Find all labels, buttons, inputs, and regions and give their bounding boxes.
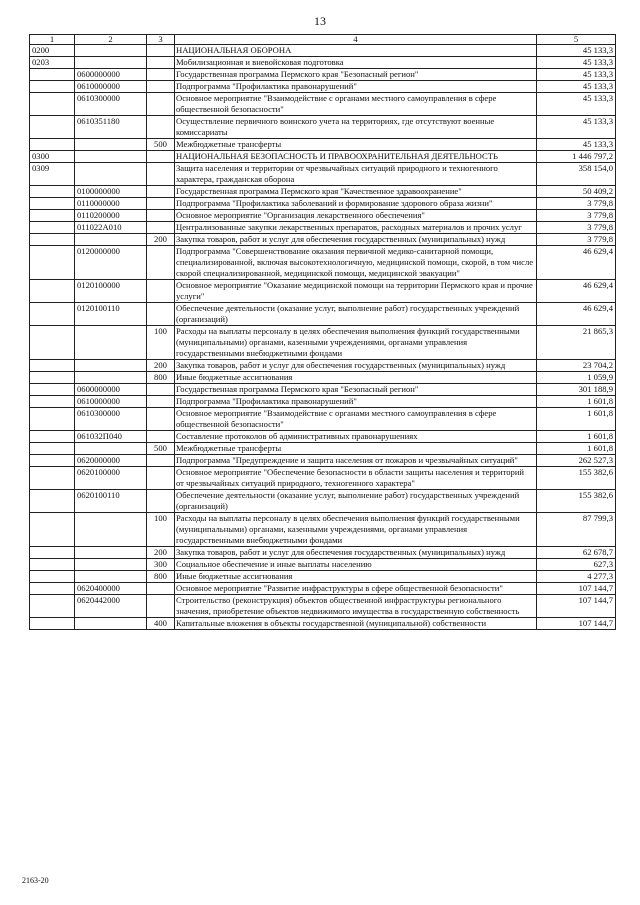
target-article-cell: [75, 45, 147, 57]
description-cell: Обеспечение деятельности (оказание услуг, выполнение работ) государственных учреждений (организаций): [175, 303, 537, 326]
table-row: [30, 186, 616, 198]
amount-cell: 45 133,3: [537, 45, 616, 57]
target-article-cell: 0600000000: [75, 384, 147, 396]
amount-cell: 45 133,3: [537, 139, 616, 151]
expense-type-cell: 300: [147, 559, 175, 571]
section-code-cell: [30, 455, 75, 467]
section-code-cell: [30, 490, 75, 513]
amount-cell: 107 144,7: [537, 618, 616, 630]
description-cell: Подпрограмма "Профилактика правонарушений": [175, 396, 537, 408]
section-code-cell: 0203: [30, 57, 75, 69]
section-code-cell: 0200: [30, 45, 75, 57]
table-row: [30, 198, 616, 210]
amount-cell: 1 601,8: [537, 396, 616, 408]
section-code-cell: 0300: [30, 151, 75, 163]
target-article-cell: 0610300000: [75, 93, 147, 116]
table-row: [30, 139, 616, 151]
target-article-cell: [75, 618, 147, 630]
section-code-cell: [30, 384, 75, 396]
table-row: [30, 45, 616, 57]
column-header: 1: [30, 35, 75, 45]
description-cell: Мобилизационная и вневойсковая подготовка: [175, 57, 537, 69]
expense-type-cell: [147, 280, 175, 303]
column-header: 5: [537, 35, 616, 45]
description-cell: Основное мероприятие "Организация лекарственного обеспечения": [175, 210, 537, 222]
description-cell: Социальное обеспечение и иные выплаты населению: [175, 559, 537, 571]
section-code-cell: [30, 443, 75, 455]
amount-cell: 45 133,3: [537, 57, 616, 69]
table-row: [30, 81, 616, 93]
target-article-cell: 0120100000: [75, 280, 147, 303]
section-code-cell: [30, 431, 75, 443]
section-code-cell: [30, 360, 75, 372]
section-code-cell: [30, 559, 75, 571]
amount-cell: 155 382,6: [537, 467, 616, 490]
amount-cell: 1 601,8: [537, 431, 616, 443]
amount-cell: 62 678,7: [537, 547, 616, 559]
amount-cell: 23 704,2: [537, 360, 616, 372]
description-cell: Межбюджетные трансферты: [175, 139, 537, 151]
target-article-cell: [75, 360, 147, 372]
table-row: [30, 443, 616, 455]
target-article-cell: 0620000000: [75, 455, 147, 467]
page-number: 13: [314, 14, 326, 28]
section-code-cell: [30, 372, 75, 384]
expense-type-cell: [147, 69, 175, 81]
section-code-cell: [30, 467, 75, 490]
expense-type-cell: [147, 490, 175, 513]
section-code-cell: [30, 139, 75, 151]
column-header: 3: [147, 35, 175, 45]
target-article-cell: [75, 163, 147, 186]
description-cell: Капитальные вложения в объекты государственной (муниципальной) собственности: [175, 618, 537, 630]
section-code-cell: [30, 280, 75, 303]
description-cell: Закупка товаров, работ и услуг для обеспечения государственных (муниципальных) нужд: [175, 234, 537, 246]
budget-table-body: [30, 35, 616, 630]
expense-type-cell: 100: [147, 513, 175, 547]
target-article-cell: 011022A010: [75, 222, 147, 234]
expense-type-cell: [147, 116, 175, 139]
target-article-cell: [75, 151, 147, 163]
amount-cell: 1 601,8: [537, 408, 616, 431]
target-article-cell: 0620100110: [75, 490, 147, 513]
table-row: [30, 618, 616, 630]
amount-cell: 45 133,3: [537, 69, 616, 81]
table-row: [30, 490, 616, 513]
section-code-cell: [30, 571, 75, 583]
table-row: [30, 571, 616, 583]
amount-cell: 107 144,7: [537, 595, 616, 618]
amount-cell: 4 277,3: [537, 571, 616, 583]
table-row: [30, 384, 616, 396]
amount-cell: 1 601,8: [537, 443, 616, 455]
section-code-cell: [30, 583, 75, 595]
amount-cell: 1 446 797,2: [537, 151, 616, 163]
expense-type-cell: [147, 210, 175, 222]
amount-cell: 3 779,8: [537, 222, 616, 234]
section-code-cell: [30, 595, 75, 618]
target-article-cell: [75, 326, 147, 360]
amount-cell: 3 779,8: [537, 210, 616, 222]
expense-type-cell: [147, 467, 175, 490]
target-article-cell: 0120100110: [75, 303, 147, 326]
expense-type-cell: [147, 431, 175, 443]
expense-type-cell: [147, 186, 175, 198]
description-cell: Централизованные закупки лекарственных препаратов, расходных материалов и прочих услуг: [175, 222, 537, 234]
table-row: [30, 303, 616, 326]
table-row: [30, 408, 616, 431]
amount-cell: 21 865,3: [537, 326, 616, 360]
section-code-cell: [30, 210, 75, 222]
expense-type-cell: [147, 198, 175, 210]
column-header: 4: [175, 35, 537, 45]
description-cell: Основное мероприятие "Взаимодействие с органами местного самоуправления в сфере общественной безопасности": [175, 408, 537, 431]
description-cell: Основное мероприятие "Развитие инфраструктуры в сфере общественной безопасности": [175, 583, 537, 595]
table-row: [30, 234, 616, 246]
expense-type-cell: [147, 163, 175, 186]
description-cell: НАЦИОНАЛЬНАЯ ОБОРОНА: [175, 45, 537, 57]
target-article-cell: [75, 571, 147, 583]
description-cell: Основное мероприятие "Обеспечение безопасности в области защиты населения и территорий от чрезвычайных ситуаций природного, техногенного характера": [175, 467, 537, 490]
expense-type-cell: [147, 396, 175, 408]
table-row: [30, 455, 616, 467]
section-code-cell: [30, 246, 75, 280]
target-article-cell: [75, 139, 147, 151]
table-row: [30, 210, 616, 222]
amount-cell: 3 779,8: [537, 198, 616, 210]
target-article-cell: [75, 443, 147, 455]
target-article-cell: 0120000000: [75, 246, 147, 280]
amount-cell: 3 779,8: [537, 234, 616, 246]
description-cell: Осуществление первичного воинского учета на территориях, где отсутствуют военные комиссариаты: [175, 116, 537, 139]
section-code-cell: [30, 93, 75, 116]
section-code-cell: [30, 326, 75, 360]
expense-type-cell: [147, 303, 175, 326]
expense-type-cell: [147, 595, 175, 618]
target-article-cell: 0610351180: [75, 116, 147, 139]
amount-cell: 107 144,7: [537, 583, 616, 595]
target-article-cell: 0100000000: [75, 186, 147, 198]
expense-type-cell: 200: [147, 360, 175, 372]
target-article-cell: 0620400000: [75, 583, 147, 595]
amount-cell: 155 382,6: [537, 490, 616, 513]
description-cell: Расходы на выплаты персоналу в целях обеспечения выполнения функций государственными (муниципальными) органами, казенными учреждениями, органами управления государственными внебюджетными фондами: [175, 326, 537, 360]
section-code-cell: [30, 222, 75, 234]
column-number-row: [30, 35, 616, 45]
expense-type-cell: [147, 151, 175, 163]
amount-cell: 46 629,4: [537, 246, 616, 280]
section-code-cell: [30, 81, 75, 93]
table-row: [30, 431, 616, 443]
amount-cell: 45 133,3: [537, 93, 616, 116]
section-code-cell: 0309: [30, 163, 75, 186]
amount-cell: 1 059,9: [537, 372, 616, 384]
table-row: [30, 372, 616, 384]
amount-cell: 358 154,0: [537, 163, 616, 186]
target-article-cell: [75, 559, 147, 571]
table-row: [30, 547, 616, 559]
table-row: [30, 467, 616, 490]
table-row: [30, 69, 616, 81]
table-row: [30, 513, 616, 547]
section-code-cell: [30, 408, 75, 431]
expense-type-cell: 200: [147, 547, 175, 559]
description-cell: Межбюджетные трансферты: [175, 443, 537, 455]
description-cell: Иные бюджетные ассигнования: [175, 571, 537, 583]
description-cell: Закупка товаров, работ и услуг для обеспечения государственных (муниципальных) нужд: [175, 547, 537, 559]
table-row: [30, 57, 616, 69]
description-cell: Расходы на выплаты персоналу в целях обеспечения выполнения функций государственными (муниципальными) органами, казенными учреждениями, органами управления государственными внебюджетными фондами: [175, 513, 537, 547]
description-cell: Обеспечение деятельности (оказание услуг, выполнение работ) государственных учреждений (организаций): [175, 490, 537, 513]
description-cell: Составление протоколов об административных правонарушениях: [175, 431, 537, 443]
expense-type-cell: 100: [147, 326, 175, 360]
expense-type-cell: [147, 384, 175, 396]
section-code-cell: [30, 618, 75, 630]
expense-type-cell: [147, 222, 175, 234]
target-article-cell: 0620100000: [75, 467, 147, 490]
target-article-cell: 0110000000: [75, 198, 147, 210]
target-article-cell: [75, 547, 147, 559]
table-row: [30, 360, 616, 372]
table-row: [30, 559, 616, 571]
table-row: [30, 116, 616, 139]
amount-cell: 45 133,3: [537, 116, 616, 139]
target-article-cell: [75, 234, 147, 246]
expense-type-cell: [147, 57, 175, 69]
section-code-cell: [30, 234, 75, 246]
description-cell: Иные бюджетные ассигнования: [175, 372, 537, 384]
description-cell: Основное мероприятие "Взаимодействие с органами местного самоуправления в сфере общественной безопасности": [175, 93, 537, 116]
table-row: [30, 583, 616, 595]
table-row: [30, 246, 616, 280]
amount-cell: 46 629,4: [537, 280, 616, 303]
section-code-cell: [30, 396, 75, 408]
amount-cell: 87 799,3: [537, 513, 616, 547]
description-cell: Государственная программа Пермского края "Безопасный регион": [175, 69, 537, 81]
expense-type-cell: 800: [147, 372, 175, 384]
table-row: [30, 280, 616, 303]
expense-type-cell: 500: [147, 443, 175, 455]
table-row: [30, 151, 616, 163]
expense-type-cell: [147, 583, 175, 595]
target-article-cell: [75, 57, 147, 69]
section-code-cell: [30, 198, 75, 210]
description-cell: Подпрограмма "Профилактика заболеваний и формирование здорового образа жизни": [175, 198, 537, 210]
budget-table: [29, 34, 616, 630]
description-cell: Основное мероприятие "Оказание медицинской помощи на территории Пермского края и прочие услуги": [175, 280, 537, 303]
table-row: [30, 222, 616, 234]
target-article-cell: 0610300000: [75, 408, 147, 431]
section-code-cell: [30, 186, 75, 198]
expense-type-cell: 800: [147, 571, 175, 583]
section-code-cell: [30, 116, 75, 139]
target-article-cell: 0110200000: [75, 210, 147, 222]
target-article-cell: [75, 513, 147, 547]
target-article-cell: 0610000000: [75, 396, 147, 408]
table-row: [30, 93, 616, 116]
section-code-cell: [30, 547, 75, 559]
target-article-cell: 061032П040: [75, 431, 147, 443]
expense-type-cell: [147, 45, 175, 57]
description-cell: Подпрограмма "Профилактика правонарушений": [175, 81, 537, 93]
expense-type-cell: 200: [147, 234, 175, 246]
expense-type-cell: [147, 408, 175, 431]
section-code-cell: [30, 513, 75, 547]
amount-cell: 301 188,9: [537, 384, 616, 396]
description-cell: Строительство (реконструкция) объектов общественной инфраструктуры регионального значения, приобретение объектов недвижимого имущества в государственную собственность: [175, 595, 537, 618]
description-cell: НАЦИОНАЛЬНАЯ БЕЗОПАСНОСТЬ И ПРАВООХРАНИТЕЛЬНАЯ ДЕЯТЕЛЬНОСТЬ: [175, 151, 537, 163]
section-code-cell: [30, 69, 75, 81]
expense-type-cell: [147, 81, 175, 93]
description-cell: Защита населения и территории от чрезвычайных ситуаций природного и техногенного характера, гражданская оборона: [175, 163, 537, 186]
description-cell: Государственная программа Пермского края "Качественное здравоохранение": [175, 186, 537, 198]
column-header: 2: [75, 35, 147, 45]
amount-cell: 46 629,4: [537, 303, 616, 326]
expense-type-cell: 400: [147, 618, 175, 630]
section-code-cell: [30, 303, 75, 326]
amount-cell: 262 527,3: [537, 455, 616, 467]
description-cell: Государственная программа Пермского края "Безопасный регион": [175, 384, 537, 396]
expense-type-cell: [147, 246, 175, 280]
table-row: [30, 163, 616, 186]
description-cell: Подпрограмма "Совершенствование оказания первичной медико-санитарной помощи, специализированной, включая высокотехнологичную, медицинской помощи, скорой, в том числе скорой специализированной, медицинской помощи, медицинской эвакуации": [175, 246, 537, 280]
description-cell: Подпрограмма "Предупреждение и защита населения от пожаров и чрезвычайных ситуаций": [175, 455, 537, 467]
target-article-cell: 0600000000: [75, 69, 147, 81]
expense-type-cell: [147, 455, 175, 467]
amount-cell: 627,3: [537, 559, 616, 571]
description-cell: Закупка товаров, работ и услуг для обеспечения государственных (муниципальных) нужд: [175, 360, 537, 372]
table-row: [30, 396, 616, 408]
table-row: [30, 326, 616, 360]
expense-type-cell: 500: [147, 139, 175, 151]
target-article-cell: 0620442000: [75, 595, 147, 618]
footer-code: 2163-20: [22, 876, 49, 885]
target-article-cell: 0610000000: [75, 81, 147, 93]
expense-type-cell: [147, 93, 175, 116]
target-article-cell: [75, 372, 147, 384]
amount-cell: 45 133,3: [537, 81, 616, 93]
amount-cell: 50 409,2: [537, 186, 616, 198]
table-row: [30, 595, 616, 618]
